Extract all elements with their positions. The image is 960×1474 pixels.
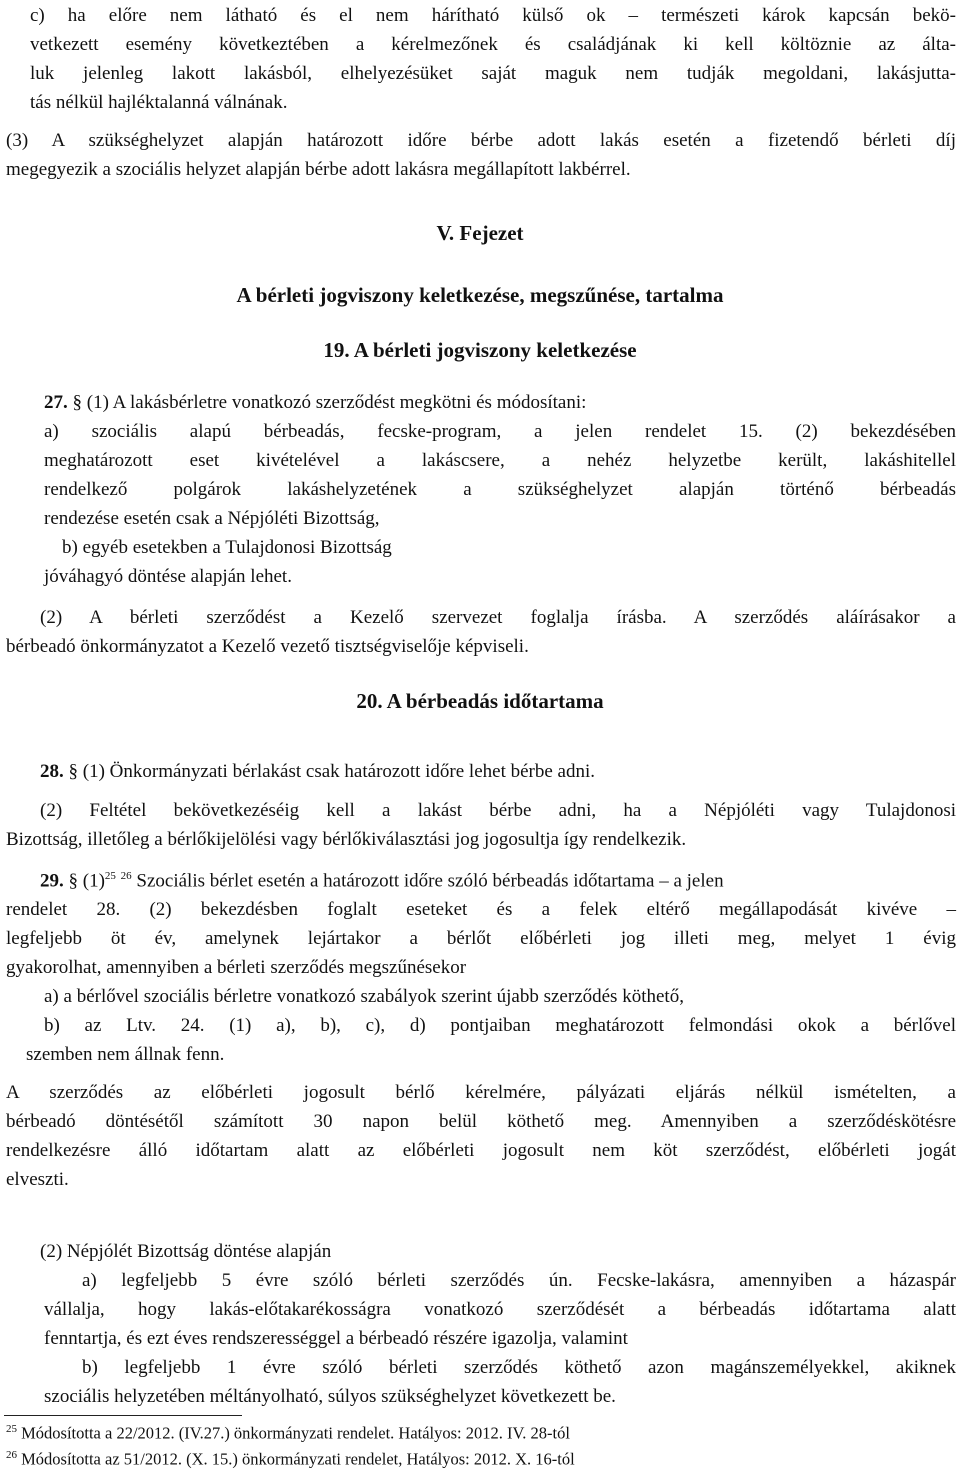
- section-sign-icon: §: [63, 761, 78, 782]
- s27-line-5: rendezése esetén csak a Népjóléti Bizottság,: [44, 508, 380, 529]
- s29-line-11: elveszti.: [6, 1169, 69, 1190]
- section-sign-icon: §: [67, 392, 82, 413]
- s29-line-13: a) legfeljebb 5 évre szóló bérleti szerződés ún. Fecske-lakásra, amennyiben a házaspár: [82, 1270, 956, 1291]
- s27-line-8: (2) A bérleti szerződést a Kezelő szervezet foglalja írásba. A szerződés aláírásakor a: [40, 607, 956, 628]
- s29-line-2-text: rendelet 28. (2) bekezdésben foglalt eseteket és a felek eltérő megállapodását kivéve –: [6, 899, 956, 920]
- s29-line-8: A szerződés az előbérleti jogosult bérlő kérelmére, pályázati eljárás nélkül ismételten, a: [6, 1082, 956, 1103]
- s29-line-4: gyakorolhat, amennyiben a bérleti szerződés megszűnésekor: [6, 957, 467, 978]
- para-c-line-4: tás nélkül hajléktalanná válnának.: [30, 92, 288, 113]
- para-c-line-1: c) ha előre nem látható és el nem hárítható külső ok – természeti károk kapcsán bekö-: [30, 5, 956, 26]
- section-20-heading: 20. A bérbeadás időtartama: [356, 689, 604, 713]
- s29-number: 29.: [40, 870, 64, 892]
- footnote-25-number: 25: [6, 1423, 17, 1435]
- s27-first-line: [44, 393, 586, 412]
- para-c-line-3: luk jelenleg lakott lakásból, elhelyezésüket saját maguk nem tudják megoldani, lakásjutta-: [30, 63, 956, 84]
- s29-line-15: fenntartja, és ezt éves rendszerességgel a bérbeadó részére igazolja, valamint: [44, 1328, 628, 1349]
- s29-first-line: [40, 871, 724, 890]
- s29-line-9: bérbeadó döntésétől számított 30 napon belül köthető meg. Amennyiben a szerződéskötésre: [6, 1111, 956, 1132]
- s27-line-6: b) egyéb esetekben a Tulajdonosi Bizottság: [62, 537, 392, 558]
- s29-para-rest: Szociális bérlet esetén a határozott időre szóló bérbeadás időtartama – a jelen: [131, 870, 724, 892]
- s29-line-5: a) a bérlővel szociális bérletre vonatkozó szabályok szerint újabb szerződés köthető,: [44, 986, 684, 1007]
- footnote-ref-25[interactable]: 25: [104, 870, 116, 882]
- s28-line-2: (2) Feltétel bekövetkezéséig kell a lakást bérbe adni, ha a Népjóléti vagy Tulajdonosi: [40, 800, 956, 821]
- footnote-26-text: Módosította az 51/2012. (X. 15.) önkormányzati rendelet, Hatályos: 2012. X. 16-tól: [17, 1449, 575, 1469]
- s29-line-14: vállalja, hogy lakás-előtakarékosságra vonatkozó szerződését a bérbeadás időtartama alatt: [44, 1299, 956, 1320]
- s29-line-10: rendelkezésre álló időtartam alatt az előbérleti jogosult nem köt szerződést, előbérleti jogát: [6, 1140, 956, 1161]
- para-3-line-2: megegyezik a szociális helyzet alapján bérbe adott lakásra megállapított lakbérrel.: [6, 159, 631, 180]
- s29-line-3: legfeljebb öt év, amelynek lejártakor a bérlőt előbérleti jog illeti meg, melyet 1 évig: [6, 928, 956, 949]
- s27-line-1: (1) A lakásbérletre vonatkozó szerződést megkötni és módosítani:: [82, 392, 587, 413]
- s29-line-2: [6, 900, 956, 919]
- s29-line-6: b) az Ltv. 24. (1) a), b), c), d) pontjaiban meghatározott felmondási okok a bérlővel: [44, 1015, 956, 1036]
- s29-line-12: (2) Népjólét Bizottság döntése alapján: [40, 1241, 332, 1262]
- s27-line-4: rendelkező polgárok lakáshelyzetének a szükséghelyzet alapján történő bérbeadás: [44, 479, 956, 500]
- footnote-25-text: Módosította a 22/2012. (IV.27.) önkormányzati rendelet. Hatályos: 2012. IV. 28-tól: [17, 1423, 570, 1443]
- section-sign-icon: §: [63, 870, 78, 892]
- footnote-26: [6, 1450, 575, 1468]
- s27-line-2: a) szociális alapú bérbeadás, fecske-program, a jelen rendelet 15. (2) bekezdésében: [44, 421, 956, 442]
- footnote-ref-26[interactable]: 26: [120, 870, 132, 882]
- s29-line-7: szemben nem állnak fenn.: [26, 1044, 225, 1065]
- s27-line-3: meghatározott eset kivételével a lakáscsere, a nehéz helyzetbe került, lakáshitellel: [44, 450, 956, 471]
- s29-line-17: szociális helyzetében méltányolható, súlyos szükséghelyzet következett be.: [44, 1386, 616, 1407]
- s28-line-3: Bizottság, illetőleg a bérlőkijelölési vagy bérlőkiválasztási jog jogosultja így rendelkezik.: [6, 829, 687, 850]
- chapter-heading: V. Fejezet: [436, 221, 524, 245]
- footnote-26-number: 26: [6, 1449, 17, 1461]
- s27-line-7: jóváhagyó döntése alapján lehet.: [44, 566, 292, 587]
- s29-para-start: (1): [78, 870, 105, 892]
- footnote-separator: [4, 1415, 242, 1416]
- s29-line-16: b) legfeljebb 1 évre szóló bérleti szerződés köthető azon magánszemélyekkel, akiknek: [82, 1357, 956, 1378]
- footnote-25: [6, 1424, 570, 1442]
- s28-number: 28.: [40, 761, 64, 782]
- para-3-line-1: (3) A szükséghelyzet alapján határozott időre bérbe adott lakás esetén a fizetendő bérleti díj: [6, 130, 956, 151]
- s28-line-1: (1) Önkormányzati bérlakást csak határozott időre lehet bérbe adni.: [78, 761, 596, 782]
- s27-number: 27.: [44, 392, 68, 413]
- s27-line-9: bérbeadó önkormányzatot a Kezelő vezető tisztségviselője képviseli.: [6, 636, 529, 657]
- para-c-line-2: vetkezett esemény következtében a kérelmezőnek és családjának ki kell költöznie az álta-: [30, 34, 956, 55]
- chapter-subheading: A bérleti jogviszony keletkezése, megszűnése, tartalma: [236, 283, 724, 307]
- s28-first-line: [40, 762, 595, 781]
- section-19-heading: 19. A bérleti jogviszony keletkezése: [323, 338, 637, 362]
